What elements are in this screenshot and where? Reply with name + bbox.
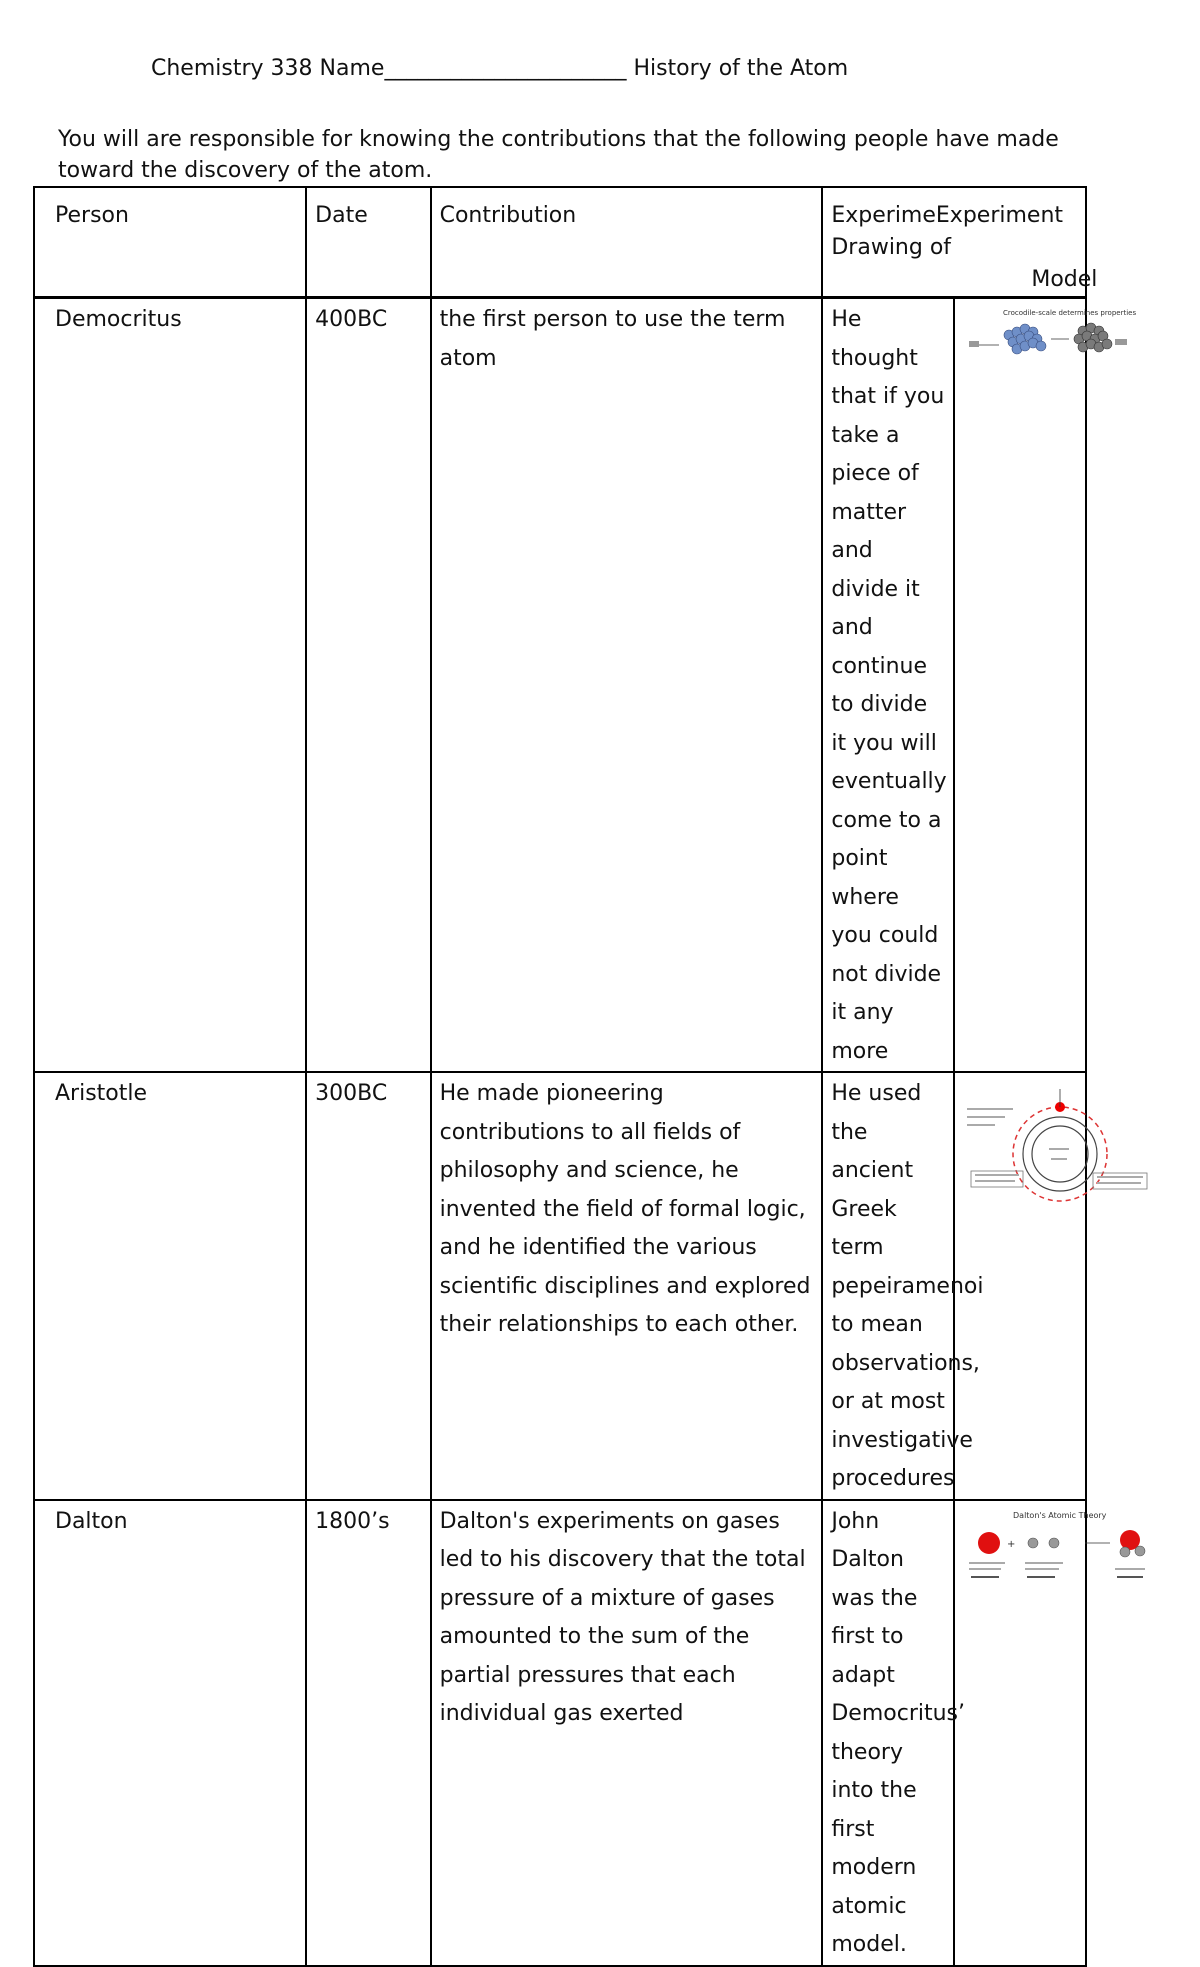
person-cell: Dalton: [34, 1500, 306, 1966]
svg-text:+: +: [1007, 1538, 1016, 1550]
dalton-model-image: [965, 1507, 1150, 1587]
dalton-image-caption: Dalton's Atomic Theory: [1013, 1510, 1107, 1520]
header-person: Person: [34, 187, 306, 298]
history-table: [33, 186, 1137, 1967]
date-cell: 400BC: [306, 298, 430, 1073]
democritus-image-caption: Crocodile-scale determines properties: [1003, 309, 1137, 317]
aristotle-model-image: [965, 1079, 1150, 1209]
contribution-cell: the first person to use the term atom: [431, 298, 823, 1073]
course-label: Chemistry 338: [151, 56, 313, 81]
table-row: [34, 1072, 1086, 1500]
democritus-model-image: [965, 305, 1145, 369]
header-date: Date: [306, 187, 430, 298]
experiment-cell: He thought that if you take a piece of matter and divide it and continue to divide it you will eventually come to a point where you could not divide it any more: [822, 298, 954, 1073]
name-blank: ______________________: [384, 56, 627, 81]
header-model-label: Model: [1031, 267, 1098, 292]
person-cell: Aristotle: [34, 1072, 306, 1500]
contribution-cell: Dalton's experiments on gases led to his discovery that the total pressure of a mixture of gases amounted to the sum of the partial pressures that each individual gas exerted: [431, 1500, 823, 1966]
header-experiment-drawing: [822, 187, 1098, 298]
table-row: [34, 1500, 1086, 1966]
header-experiment-label: ExperimeExperiment Drawing of: [831, 203, 1064, 260]
experiment-cell: John Dalton was the first to adapt Democritus’ theory into the first modern atomic model.: [822, 1500, 954, 1966]
page-header: [151, 56, 848, 81]
table-row: [34, 298, 1086, 1073]
model-drawing-cell: [954, 1500, 1107, 1966]
table-header-row: [34, 187, 1086, 298]
header-contribution: Contribution: [431, 187, 823, 298]
contribution-cell: He made pioneering contributions to all fields of philosophy and science, he invented the field of formal logic, and he identified the various scientific disciplines and explored their relationships to each other.: [431, 1072, 823, 1500]
model-drawing-cell: [954, 298, 1137, 1073]
document-title: History of the Atom: [633, 56, 849, 81]
experiment-cell: He used the ancient Greek term pepeiramenoi to mean observations, or at most investigative procedures: [822, 1072, 954, 1500]
person-cell: Democritus: [34, 298, 306, 1073]
intro-paragraph: You will are responsible for knowing the contributions that the following people have made toward the discovery of the atom.: [58, 127, 1059, 183]
date-cell: 300BC: [306, 1072, 430, 1500]
date-cell: 1800’s: [306, 1500, 430, 1966]
name-label: Name: [319, 56, 385, 81]
